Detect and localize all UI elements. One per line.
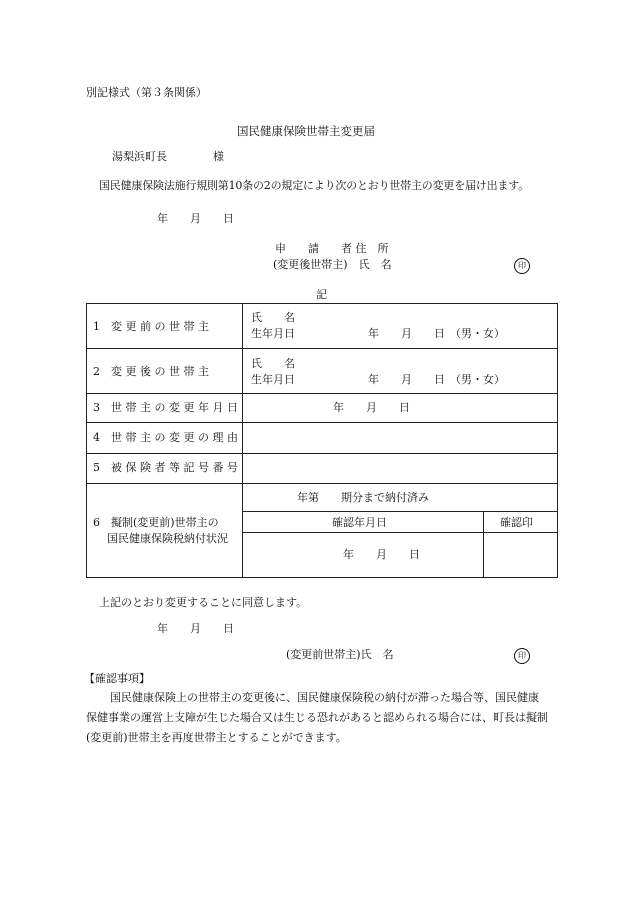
row6-label-line1: 6 擬制(変更前)世帯主の [93, 516, 219, 529]
row4-label: 4 世 帯 主 の 変 更 の 理 由 [93, 431, 238, 444]
consent-date: 年 月 日 [157, 622, 234, 635]
notes-heading: 【確認事項】 [84, 672, 150, 685]
row1-sex: （男・女） [450, 327, 505, 340]
statement: 国民健康保険法施行規則第10条の2の規定により次のとおり世帯主の変更を届け出ます。 [99, 179, 529, 192]
addressee: 湯梨浜町長 [112, 150, 167, 163]
ki-label: 記 [316, 288, 327, 301]
notes-body: 国民健康保険上の世帯主の変更後に、国民健康保険税の納付が滞った場合等、国民健康保健事業の運営上支障が生じた場合又は生じる恐れがあると認められる場合には、町長は擬制(変更前)世帯主を再度世帯主とすることができます。 [86, 691, 548, 744]
row1-birth-date: 年 月 日 [368, 327, 445, 340]
consent-statement: 上記のとおり変更することに同意します。 [99, 596, 308, 609]
row2-birth-label: 生年月日 [251, 373, 295, 386]
applicant-address-label: 申 請 者 住 所 [275, 242, 389, 255]
applicant-name-label: (変更後世帯主) 氏 名 [273, 258, 392, 271]
confirm-date-header: 確認年月日 [332, 516, 387, 529]
row2-sex: （男・女） [450, 373, 505, 386]
row5-label: 5 被 保 険 者 等 記 号 番 号 [93, 461, 238, 474]
previous-head-name-label: (変更前世帯主)氏 名 [286, 648, 394, 661]
applicant-seal-mark: 印 [514, 258, 530, 274]
confirm-date-value: 年 月 日 [343, 548, 420, 561]
row2-label: 2 変 更 後 の 世 帯 主 [93, 365, 209, 378]
application-date: 年 月 日 [157, 212, 234, 225]
row1-name-label: 氏 名 [251, 311, 295, 324]
previous-head-seal-mark: 印 [514, 648, 530, 664]
row2-birth-date: 年 月 日 [368, 373, 445, 386]
addressee-honorific: 様 [213, 150, 224, 163]
row1-label: 1 変 更 前 の 世 帯 主 [93, 320, 209, 333]
report-table [86, 303, 558, 578]
form-title: 国民健康保険世帯主変更届 [237, 124, 375, 138]
row3-date: 年 月 日 [333, 401, 410, 414]
row3-label: 3 世 帯 主 の 変 更 年 月 日 [93, 401, 238, 414]
row2-name-label: 氏 名 [251, 357, 295, 370]
form-label: 別記様式（第３条関係） [86, 86, 207, 99]
row1-birth-label: 生年月日 [251, 327, 295, 340]
confirm-seal-header: 確認印 [500, 516, 533, 529]
row6-label-line2: 国民健康保険税納付状況 [107, 532, 228, 545]
paid-status: 年第 期分まで納付済み [297, 491, 429, 504]
